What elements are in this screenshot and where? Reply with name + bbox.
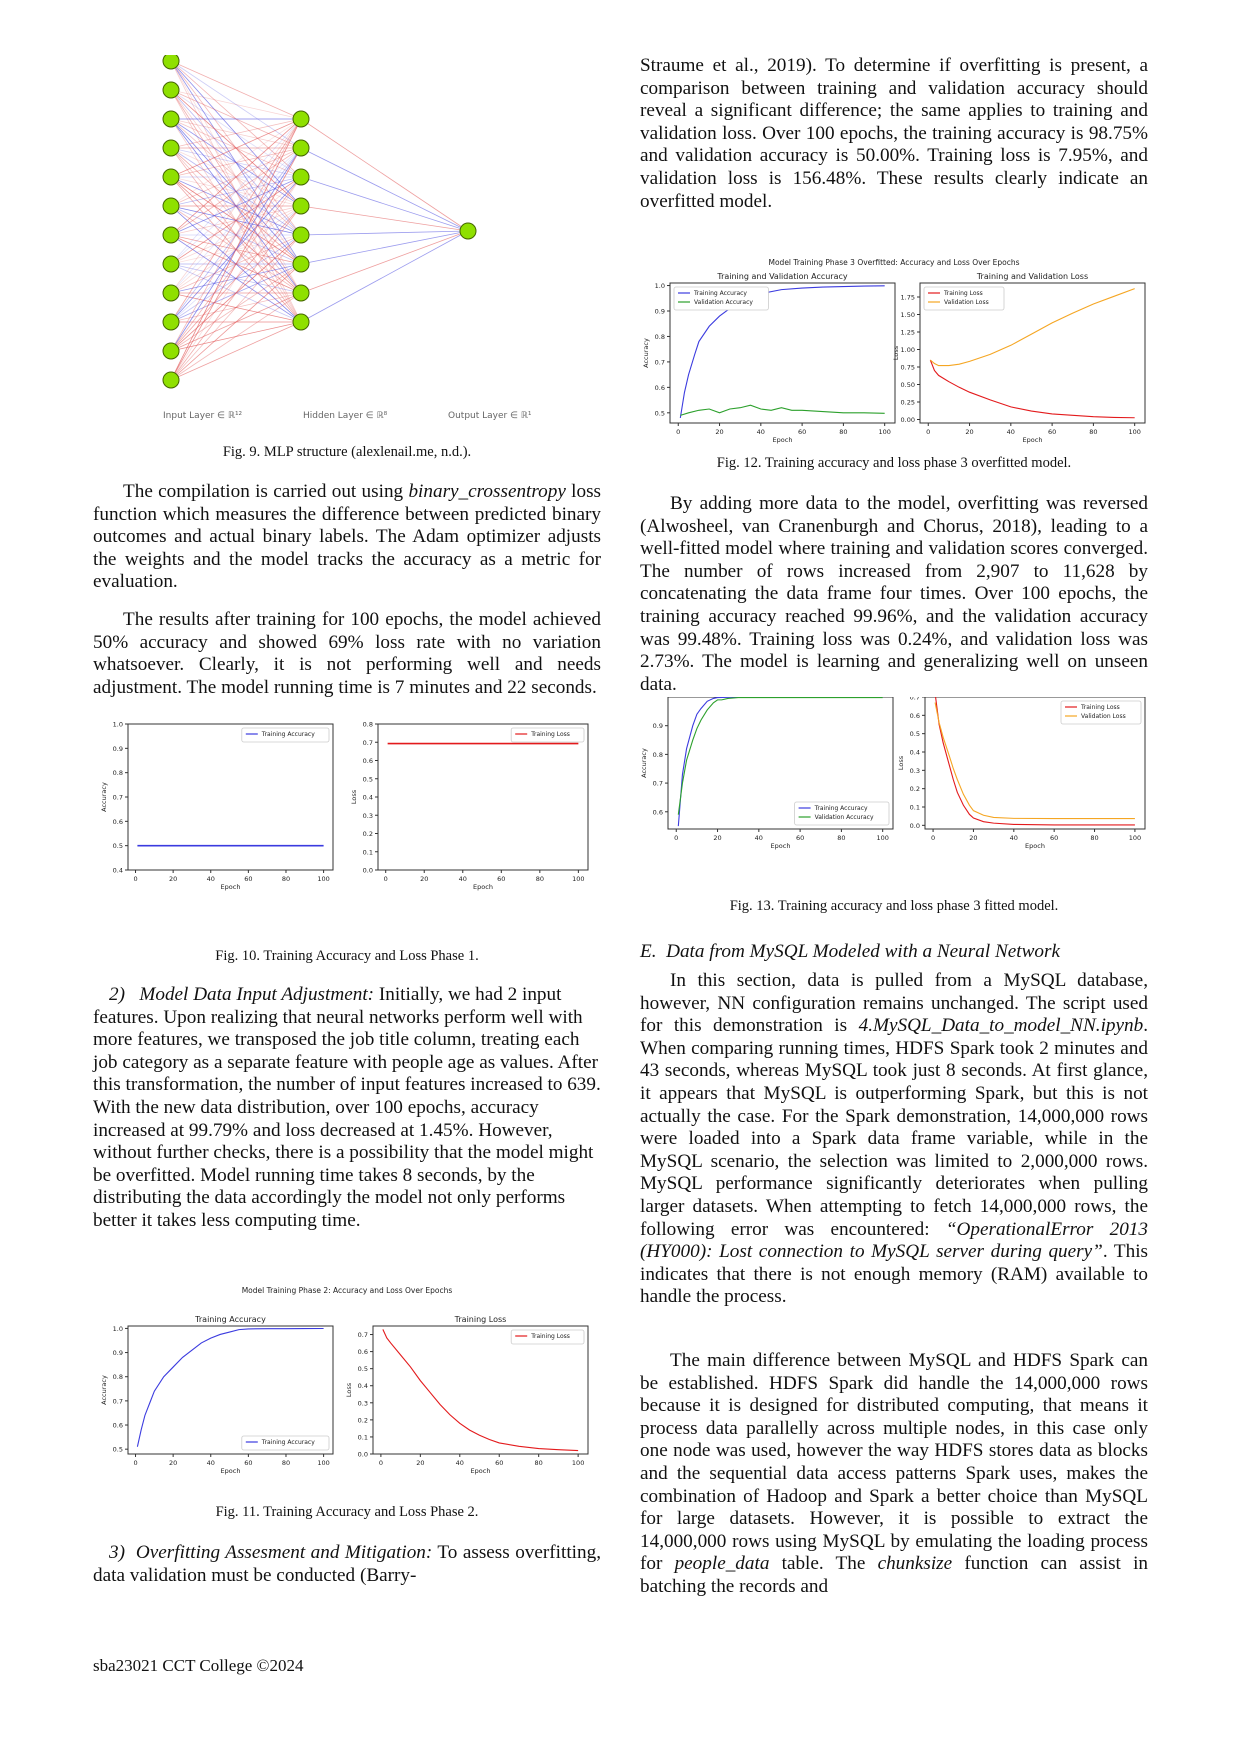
- svg-text:0.9: 0.9: [112, 1349, 123, 1358]
- svg-text:0.9: 0.9: [112, 744, 123, 753]
- figure-10-chart: [93, 720, 601, 892]
- svg-text:Epoch: Epoch: [470, 1467, 491, 1475]
- svg-text:Accuracy: Accuracy: [640, 748, 648, 778]
- svg-text:Training Loss: Training Loss: [531, 1333, 570, 1340]
- figure-12-chart: [640, 255, 1148, 445]
- section-2-paragraph: 2) Model Data Input Adjustment: Initially, we had 2 input features. Upon realizing that neural networks perform well with more features, we transposed the job title column, treating each job category as a separate feature with people age as values. After this transformation, the number of input features increased to 639. With the new data distribution, over 100 epochs, accuracy increased at 99.79% and loss decreased at 1.45%. However, without further checks, there is a possibility that the model might be overfitted. Model running time takes 8 seconds, by the distributing the data accordingly the model not only performs better it takes less computing time.: [93, 984, 601, 1231]
- chart-panel: [892, 272, 1145, 444]
- svg-text:Training Loss: Training Loss: [1081, 704, 1120, 711]
- series-line: [678, 698, 882, 815]
- svg-text:60: 60: [244, 1459, 253, 1467]
- fitted-paragraph: By adding more data to the model, overfitting was reversed (Alwosheel, van Cranenburgh and Chorus, 2018), leading to a well-fitted model where training and validation scores converged. The number of rows increased from 2,907 to 11,628 by concatenating the data frame four times. Over 100 epochs, the training accuracy reached 99.96%, and the validation accuracy was 99.48%. Training loss was 0.24%, and validation loss was 2.73%. The model is learning and generalizing well on unseen data.: [640, 493, 1148, 695]
- svg-text:40: 40: [206, 875, 215, 883]
- compilation-paragraph: The compilation is carried out using binary_crossentropy loss function which measures the difference between predicted binary outcomes and actual binary labels. The Adam optimizer adjusts the weights and the model tracks the accuracy as a metric for evaluation.: [93, 481, 602, 593]
- svg-text:Epoch: Epoch: [473, 883, 493, 891]
- section-2-title: Model Data Input Adjustment:: [139, 984, 375, 1005]
- svg-text:40: 40: [455, 1459, 464, 1467]
- svg-text:Epoch: Epoch: [772, 436, 793, 444]
- svg-text:0.25: 0.25: [900, 398, 915, 407]
- svg-text:0.3: 0.3: [357, 1399, 368, 1408]
- svg-text:60: 60: [1047, 428, 1057, 436]
- mysql-error-message: “OperationalError 2013 (HY000): Lost connection to MySQL server during query”: [640, 1218, 1148, 1263]
- hidden-layer-label: Hidden Layer ∈ ℝ⁸: [303, 411, 388, 421]
- fig12-overfitted-chart: [640, 255, 1148, 445]
- svg-text:Loss: Loss: [345, 1382, 353, 1398]
- svg-text:40: 40: [756, 428, 765, 436]
- svg-text:0.7: 0.7: [112, 793, 123, 802]
- svg-text:0.2: 0.2: [362, 830, 373, 838]
- svg-text:0.7: 0.7: [909, 697, 920, 702]
- svg-text:Validation Accuracy: Validation Accuracy: [694, 299, 753, 306]
- svg-text:0: 0: [133, 875, 138, 883]
- svg-text:0.4: 0.4: [909, 748, 920, 757]
- svg-text:80: 80: [837, 834, 846, 842]
- svg-text:Validation Loss: Validation Loss: [1081, 713, 1126, 720]
- svg-text:20: 20: [965, 428, 974, 436]
- neuron-node: [293, 314, 309, 330]
- series-line: [680, 405, 884, 415]
- chart-legend: [511, 728, 584, 742]
- svg-text:20: 20: [420, 875, 429, 883]
- svg-text:Loss: Loss: [897, 755, 905, 771]
- svg-text:Training Accuracy: Training Accuracy: [694, 290, 747, 297]
- svg-text:0: 0: [383, 875, 388, 883]
- mlp-network-diagram: [153, 55, 583, 435]
- neuron-node: [293, 256, 309, 272]
- svg-text:0.1: 0.1: [362, 848, 373, 857]
- svg-text:Epoch: Epoch: [220, 1467, 241, 1475]
- chart-panel: [350, 721, 588, 892]
- svg-text:0.6: 0.6: [357, 1348, 368, 1357]
- svg-text:100: 100: [571, 1459, 585, 1467]
- fig10-caption: Fig. 10. Training Accuracy and Loss Phase 1.: [215, 948, 479, 964]
- chart-legend: [674, 287, 768, 310]
- svg-text:0.6: 0.6: [909, 711, 920, 720]
- fig9-caption: Fig. 9. MLP structure (alexlenail.me, n.d.).: [222, 444, 472, 460]
- svg-text:100: 100: [1128, 834, 1142, 842]
- neuron-node: [293, 285, 309, 301]
- svg-text:1.00: 1.00: [900, 346, 915, 354]
- chart-legend: [511, 1330, 584, 1344]
- svg-text:Epoch: Epoch: [220, 883, 241, 891]
- svg-text:100: 100: [876, 834, 889, 842]
- svg-text:0.8: 0.8: [652, 750, 663, 759]
- svg-text:0.6: 0.6: [362, 757, 373, 765]
- figure-11-chart: [93, 1284, 601, 1494]
- svg-text:0.7: 0.7: [357, 1331, 368, 1340]
- svg-text:0.7: 0.7: [652, 779, 663, 788]
- svg-text:0: 0: [931, 834, 936, 842]
- svg-text:0.5: 0.5: [654, 409, 665, 418]
- svg-text:0: 0: [133, 1459, 138, 1467]
- svg-text:0.0: 0.0: [357, 1450, 368, 1459]
- svg-text:Training Loss: Training Loss: [531, 731, 570, 738]
- svg-text:0.6: 0.6: [112, 817, 123, 826]
- svg-text:0.6: 0.6: [112, 1421, 123, 1430]
- figure-9-mlp: [153, 55, 583, 435]
- svg-text:Training Accuracy: Training Accuracy: [814, 805, 868, 812]
- loss-function-name: binary_crossentropy: [408, 481, 566, 502]
- svg-text:60: 60: [495, 1459, 504, 1467]
- svg-text:1.25: 1.25: [900, 328, 915, 337]
- svg-text:0.3: 0.3: [909, 766, 920, 775]
- svg-text:0: 0: [926, 428, 931, 436]
- chart-legend: [924, 287, 1004, 310]
- neuron-node: [163, 169, 179, 185]
- svg-text:0.8: 0.8: [654, 332, 665, 341]
- svg-text:40: 40: [458, 875, 467, 883]
- neuron-node: [163, 343, 179, 359]
- svg-text:0.9: 0.9: [652, 722, 663, 731]
- svg-text:Training Loss: Training Loss: [944, 290, 983, 297]
- series-line: [137, 1328, 323, 1446]
- svg-text:100: 100: [317, 1459, 330, 1467]
- svg-text:0.7: 0.7: [654, 358, 665, 367]
- svg-text:1.0: 1.0: [112, 720, 123, 729]
- svg-text:0.8: 0.8: [112, 1373, 123, 1382]
- svg-text:0: 0: [674, 834, 679, 842]
- neuron-node: [163, 372, 179, 388]
- neuron-node: [293, 227, 309, 243]
- svg-text:Training and Validation Accura: Training and Validation Accuracy: [717, 272, 848, 281]
- svg-text:0: 0: [378, 1459, 383, 1467]
- svg-text:0.75: 0.75: [900, 363, 915, 372]
- svg-text:0.5: 0.5: [362, 775, 373, 784]
- svg-text:80: 80: [1089, 428, 1098, 436]
- neuron-node: [293, 140, 309, 156]
- fig12-caption: Fig. 12. Training accuracy and loss phase 3 overfitted model.: [716, 455, 1072, 471]
- svg-text:1.50: 1.50: [900, 311, 915, 319]
- svg-text:0: 0: [676, 428, 681, 436]
- svg-text:Accuracy: Accuracy: [642, 338, 650, 368]
- results-paragraph: The results after training for 100 epochs, the model achieved 50% accuracy and showed 69% loss rate with no variation whatsoever. Clearly, it is not performing well and needs adjustment. The model running time is 7 minutes and 22 seconds.: [93, 609, 601, 698]
- svg-text:0.4: 0.4: [362, 793, 373, 802]
- section-3-number: 3): [109, 1542, 125, 1563]
- svg-text:100: 100: [1128, 428, 1141, 436]
- svg-text:60: 60: [244, 875, 253, 883]
- svg-text:80: 80: [534, 1459, 543, 1467]
- svg-text:40: 40: [1009, 834, 1018, 842]
- svg-text:0.4: 0.4: [112, 866, 123, 875]
- neuron-node: [163, 314, 179, 330]
- chart-panel: [100, 721, 333, 892]
- svg-text:Accuracy: Accuracy: [100, 1375, 108, 1405]
- neuron-node: [293, 198, 309, 214]
- svg-text:0.7: 0.7: [362, 738, 373, 747]
- svg-text:60: 60: [497, 875, 506, 883]
- svg-text:0.1: 0.1: [357, 1433, 368, 1442]
- svg-text:0.5: 0.5: [909, 730, 920, 739]
- svg-text:60: 60: [1050, 834, 1059, 842]
- svg-text:100: 100: [878, 428, 891, 436]
- svg-text:Training and Validation Loss: Training and Validation Loss: [976, 272, 1089, 281]
- svg-text:80: 80: [281, 1459, 291, 1467]
- svg-text:60: 60: [797, 428, 807, 436]
- svg-text:40: 40: [1006, 428, 1015, 436]
- chart-legend: [1061, 701, 1141, 724]
- neuron-node: [163, 227, 179, 243]
- svg-text:20: 20: [416, 1459, 425, 1467]
- neuron-node: [293, 169, 309, 185]
- section-3-paragraph: 3) Overfitting Assesment and Mitigation: To assess overfitting, data validation must be conducted (Barry-: [93, 1542, 601, 1586]
- svg-text:80: 80: [281, 875, 291, 883]
- svg-text:Validation Accuracy: Validation Accuracy: [814, 814, 874, 821]
- svg-text:80: 80: [1090, 834, 1099, 842]
- svg-text:Loss: Loss: [350, 789, 358, 805]
- svg-text:0.00: 0.00: [900, 416, 915, 424]
- svg-text:Training Accuracy: Training Accuracy: [261, 1439, 315, 1446]
- svg-text:Epoch: Epoch: [1022, 436, 1043, 444]
- svg-text:1.0: 1.0: [654, 282, 665, 291]
- svg-text:0.8: 0.8: [362, 720, 373, 729]
- svg-text:0.50: 0.50: [900, 381, 915, 389]
- fig11-phase2-chart: [93, 1284, 601, 1494]
- page-footer: sba23021 CCT College ©2024: [93, 1656, 304, 1675]
- neuron-node: [163, 256, 179, 272]
- svg-text:100: 100: [572, 875, 585, 883]
- svg-text:1.75: 1.75: [900, 293, 915, 302]
- fig13-caption: Fig. 13. Training accuracy and loss phase 3 fitted model.: [729, 898, 1059, 914]
- section-e-heading: E. Data from MySQL Modeled with a Neural Network: [640, 941, 1060, 962]
- chart-legend: [242, 1436, 329, 1450]
- svg-text:0.6: 0.6: [654, 383, 665, 392]
- chart-panel: [897, 697, 1145, 850]
- neuron-node: [460, 223, 476, 239]
- svg-text:Loss: Loss: [892, 345, 900, 361]
- section-3-title: Overfitting Assesment and Mitigation:: [135, 1542, 433, 1563]
- overfitting-paragraph: Straume et al., 2019). To determine if overfitting is present, a comparison between training and validation accuracy should reveal a significant difference; the same applies to training and validation loss. Over 100 epochs, the training accuracy is 98.75% and validation accuracy is 50.00%. Training loss is 7.95%, and validation loss is 156.48%. These results clearly indicate an overfitted model.: [640, 55, 1148, 212]
- neuron-node: [163, 82, 179, 98]
- svg-text:20: 20: [713, 834, 722, 842]
- svg-text:0.5: 0.5: [112, 842, 123, 851]
- svg-text:0.2: 0.2: [909, 785, 920, 794]
- svg-text:20: 20: [168, 1459, 178, 1467]
- fig11-caption: Fig. 11. Training Accuracy and Loss Phase 2.: [215, 1504, 479, 1520]
- chart-panel: [642, 272, 895, 444]
- chart-legend: [795, 802, 889, 825]
- svg-text:Epoch: Epoch: [770, 842, 791, 850]
- svg-text:0.3: 0.3: [362, 811, 373, 820]
- neuron-node: [163, 111, 179, 127]
- svg-text:0.5: 0.5: [112, 1445, 123, 1454]
- svg-text:20: 20: [168, 875, 178, 883]
- series-line: [383, 1329, 578, 1450]
- chart-panel: [345, 1315, 588, 1475]
- svg-text:80: 80: [839, 428, 848, 436]
- output-layer-label: Output Layer ∈ ℝ¹: [448, 411, 532, 421]
- svg-text:Training Loss: Training Loss: [454, 1315, 507, 1324]
- spark-vs-mysql-paragraph: The main difference between MySQL and HDFS Spark can be established. HDFS Spark did handle the 14,000,000 rows because it is designed for distributed computing, that means it process data parallelly across multiple nodes, in this case only one node was used, however the way HDFS stores data as blocks and the sequential data access patterns Spark uses, makes the combination of Hadoop and Spark a better choice than MySQL for large datasets. However, it is possible to extract the 14,000,000 rows using MySQL by emulating the loading process for people_data table. The chunksize function can assist in batching the records and: [640, 1350, 1148, 1597]
- chart-legend: [242, 728, 329, 742]
- svg-text:Training Accuracy: Training Accuracy: [261, 731, 315, 738]
- neuron-node: [163, 198, 179, 214]
- figure-13-chart: [640, 697, 1148, 853]
- svg-text:1.0: 1.0: [112, 1324, 123, 1333]
- neuron-node: [293, 111, 309, 127]
- svg-text:80: 80: [535, 875, 544, 883]
- series-line: [930, 360, 1134, 418]
- svg-text:40: 40: [206, 1459, 215, 1467]
- svg-text:60: 60: [795, 834, 805, 842]
- script-filename: 4.MySQL_Data_to_model_NN.ipynb: [858, 1015, 1144, 1037]
- neuron-node: [163, 55, 179, 69]
- svg-text:Epoch: Epoch: [1025, 842, 1045, 850]
- svg-text:0.0: 0.0: [362, 866, 373, 875]
- chart-panel: [640, 697, 893, 850]
- neuron-node: [163, 285, 179, 301]
- svg-text:Model Training Phase 2: Accura: Model Training Phase 2: Accuracy and Loss Over Epochs: [241, 1286, 453, 1295]
- chart-panel: [100, 1315, 333, 1475]
- svg-text:0.8: 0.8: [112, 769, 123, 778]
- svg-text:40: 40: [754, 834, 763, 842]
- section-2-number: 2): [109, 984, 125, 1005]
- svg-text:0.6: 0.6: [652, 808, 663, 817]
- svg-text:Validation Loss: Validation Loss: [944, 299, 989, 306]
- svg-text:0.0: 0.0: [909, 821, 920, 830]
- svg-text:20: 20: [969, 834, 978, 842]
- fig13-fitted-chart: [640, 697, 1148, 853]
- svg-text:0.5: 0.5: [357, 1365, 368, 1374]
- svg-text:Accuracy: Accuracy: [100, 782, 108, 812]
- svg-text:0.4: 0.4: [357, 1382, 368, 1391]
- mysql-paragraph: In this section, data is pulled from a MySQL database, however, NN configuration remains unchanged. The script used for this demonstration is 4.MySQL_Data_to_model_NN.ipynb. When comparing running times, HDFS Spark took 2 minutes and 43 seconds, whereas MySQL took just 8 seconds. At first glance, it appears that MySQL is outperforming Spark, but this is not actually the case. For the Spark demonstration, 14,000,000 rows were loaded into a Spark data frame variable, while in the MySQL scenario, the selection was limited to 2,000,000 rows. MySQL performance significantly deteriorates when pulling larger datasets. When attempting to fetch 14,000,000 rows, the following error was encountered: “OperationalError 2013 (HY000): Lost connection to MySQL server during query”. This indicates that there is not enough memory (RAM) available to handle the process.: [640, 970, 1149, 1308]
- neuron-node: [163, 140, 179, 156]
- svg-text:0.1: 0.1: [909, 803, 920, 812]
- svg-text:100: 100: [317, 875, 330, 883]
- svg-text:0.2: 0.2: [357, 1416, 368, 1425]
- svg-text:Training Accuracy: Training Accuracy: [195, 1315, 266, 1324]
- input-layer-label: Input Layer ∈ ℝ¹²: [163, 411, 243, 421]
- svg-text:Model Training Phase 3 Overfit: Model Training Phase 3 Overfitted: Accuracy and Loss Over Epochs: [768, 258, 1020, 267]
- svg-text:20: 20: [715, 428, 724, 436]
- svg-text:0.9: 0.9: [654, 307, 665, 316]
- fig10-accuracy-loss-chart: [93, 720, 601, 892]
- svg-text:0.7: 0.7: [112, 1397, 123, 1406]
